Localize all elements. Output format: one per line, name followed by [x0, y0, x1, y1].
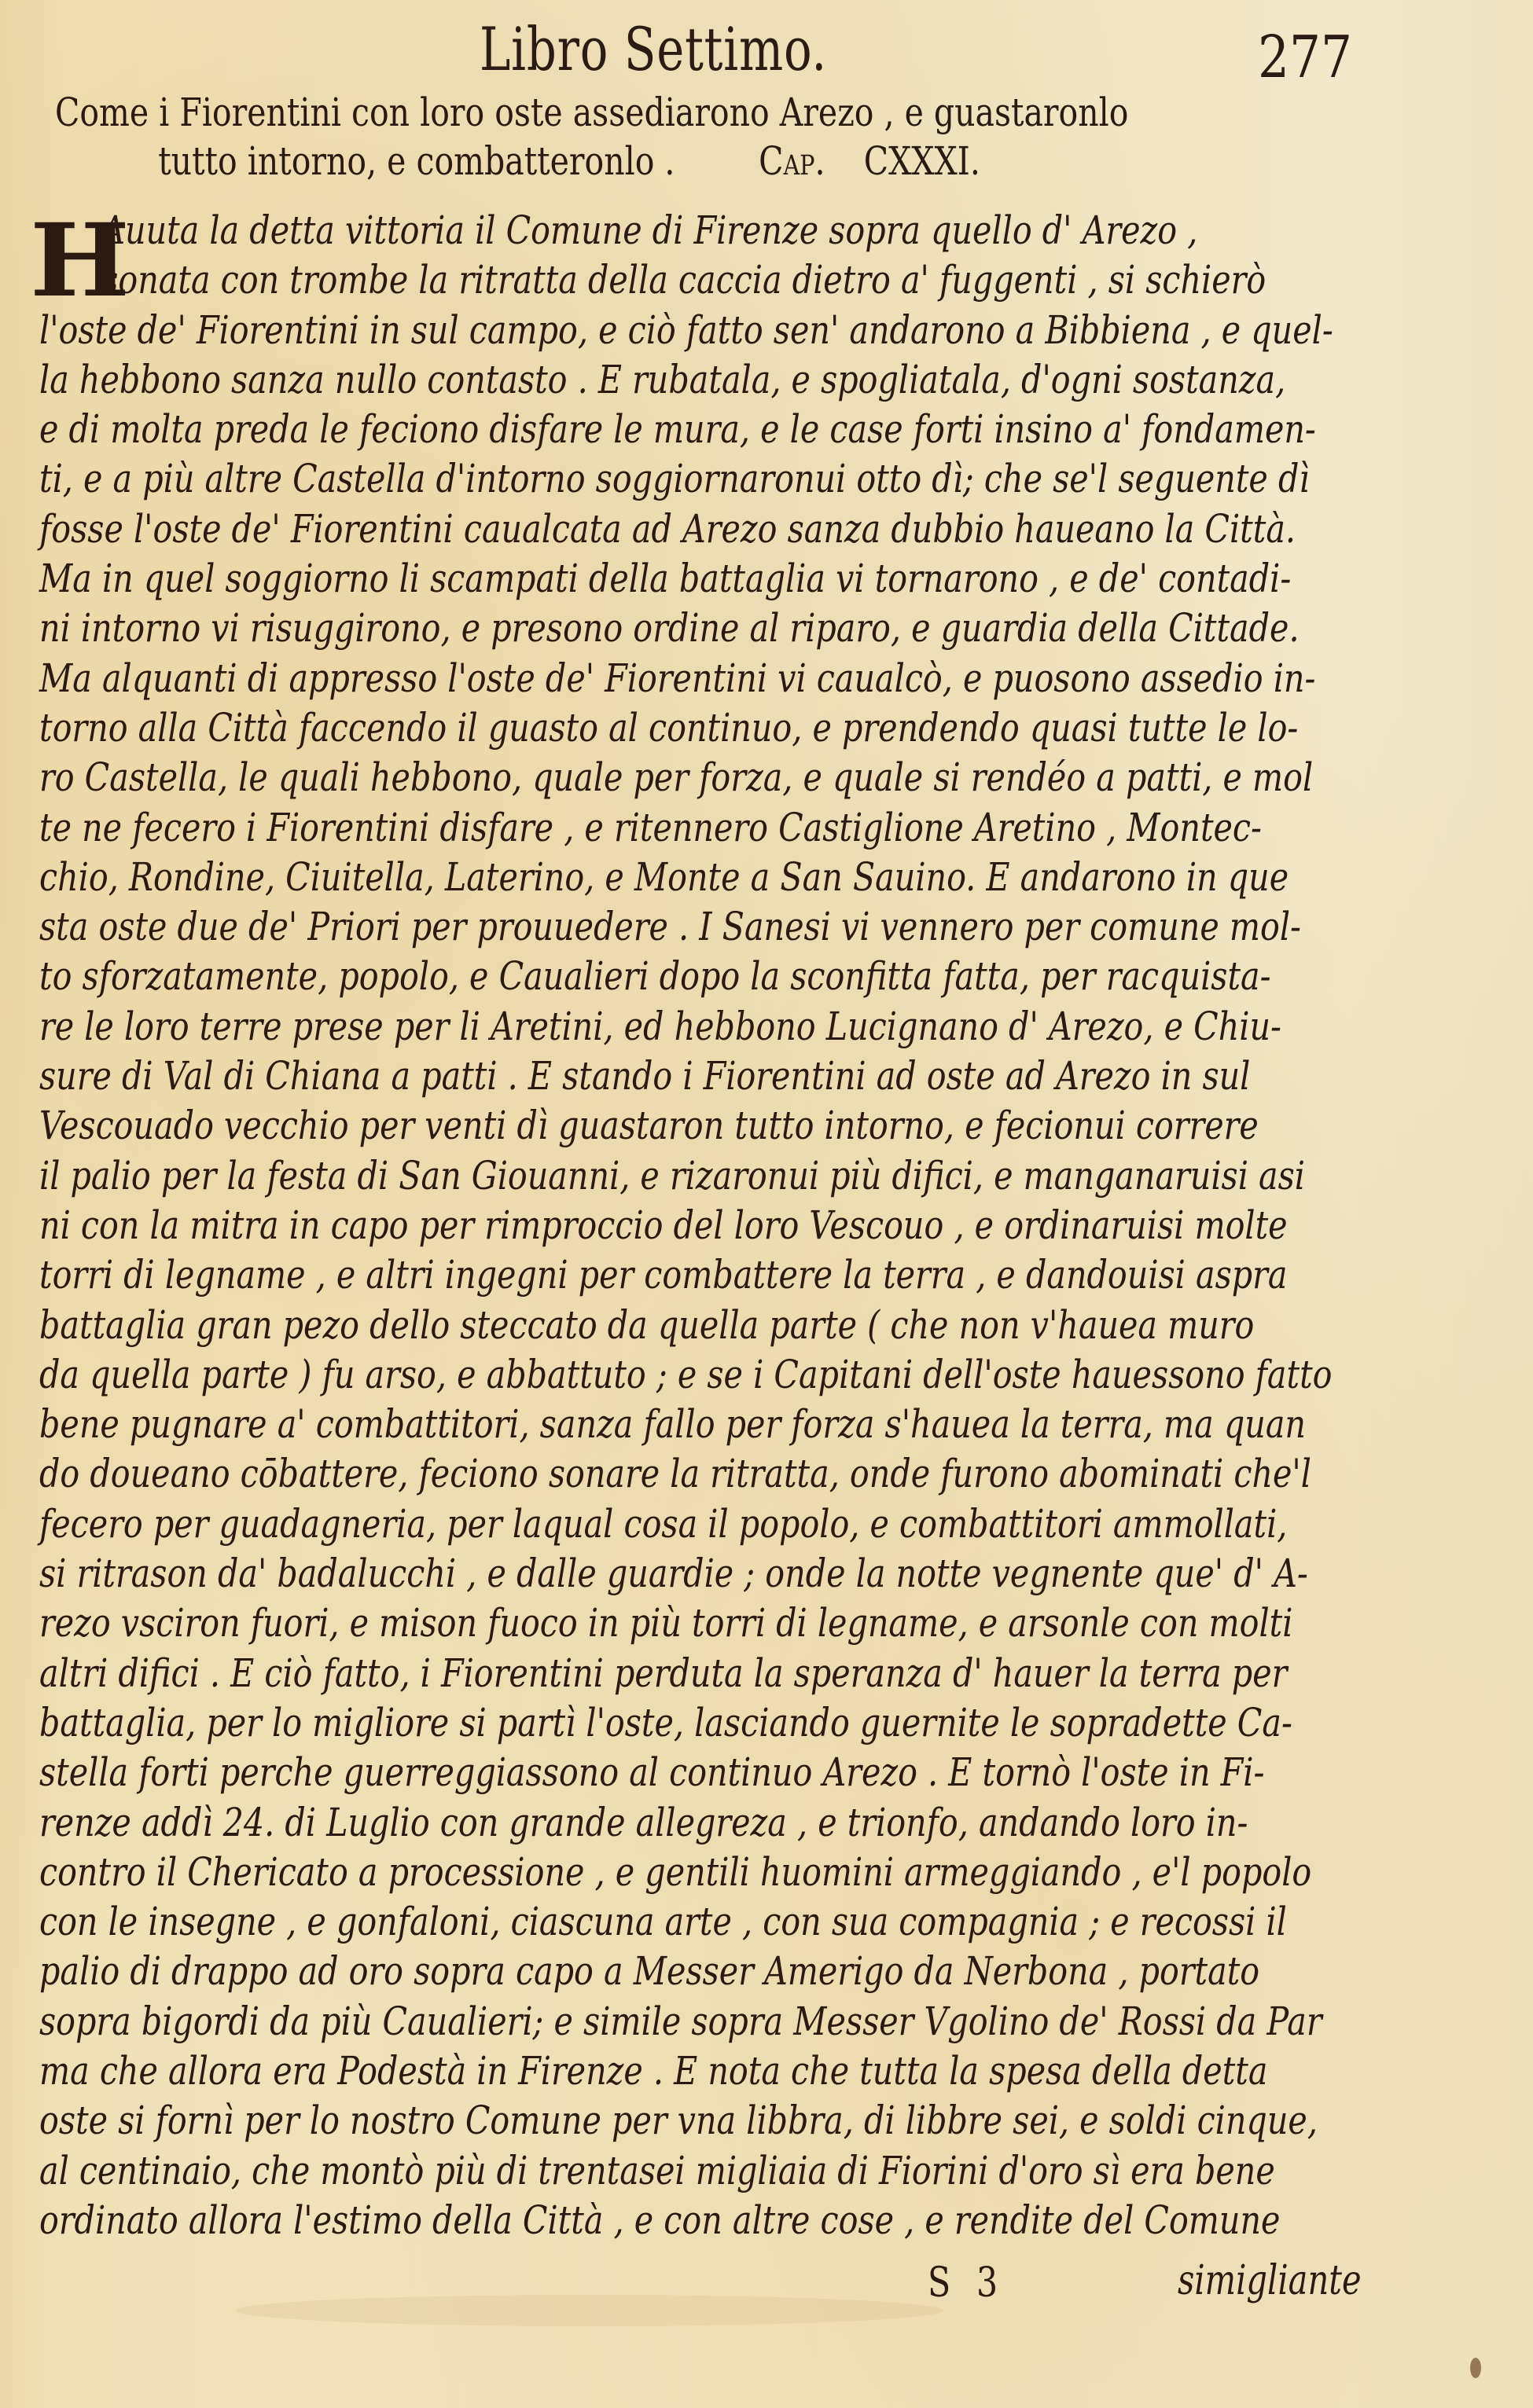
text-line: te ne fecero i Fiorentini disfare , e ritennero Castiglione Aretino , Montec-: [39, 804, 1262, 850]
signature-number: 3: [976, 2259, 998, 2307]
running-head: Libro Settimo.: [480, 14, 828, 84]
text-line: ordinato allora l'estimo della Città , e con altre cose , e rendite del Comune: [39, 2197, 1281, 2243]
text-line: fecero per guadagneria, per laqual cosa il popolo, e combattitori ammollati,: [39, 1500, 1288, 1547]
paper-stain: [236, 2295, 943, 2326]
chapter-title-text: tutto intorno, e combatteronlo .: [158, 138, 675, 184]
text-line: bene pugnare a' combattitori, sanza fallo per forza s'hauea la terra, ma quan: [39, 1401, 1306, 1448]
text-line: chio, Rondine, Ciuitella, Laterino, e Monte a San Sauino. E andarono in que: [39, 853, 1289, 900]
drop-cap-initial: H: [30, 202, 130, 320]
text-line: to sforzatamente, popolo, e Caualieri dopo la sconfitta fatta, per racquista-: [39, 953, 1271, 1000]
text-line: ro Castella, le quali hebbono, quale per forza, e quale si rendéo a patti, e mol: [39, 754, 1314, 801]
text-line: ma che allora era Podestà in Firenze . E nota che tutta la spesa della detta: [39, 2047, 1268, 2094]
text-line: sopra bigordi da più Caualieri; e simile sopra Messer Vgolino de' Rossi da Par: [39, 1998, 1322, 2044]
text-line: contro il Chericato a processione , e gentili huomini armeggiando , e'l popolo: [39, 1848, 1312, 1895]
text-line: ti, e a più altre Castella d'intorno soggiornaronui otto dì; che se'l seguente dì: [39, 456, 1310, 502]
chapter-label: Cap.: [759, 138, 825, 184]
chapter-title-line-1: Come i Fiorentini con loro oste assediarono Arezo , e guastaronlo: [55, 90, 1129, 135]
text-line: il palio per la festa di San Giouanni, e rizaronui più difici, e manganaruisi asi: [39, 1152, 1305, 1198]
text-line: e di molta preda le feciono disfare le mura, e le case forti insino a' fondamen-: [39, 406, 1316, 453]
body-text: [39, 206, 1369, 2245]
catchword: simigliante: [1178, 2257, 1362, 2304]
text-line: fosse l'oste de' Fiorentini caualcata ad Arezo sanza dubbio haueano la Città.: [39, 505, 1296, 552]
text-line: al centinaio, che montò più di trentasei migliaia di Fiorini d'oro sì era bene: [39, 2147, 1275, 2193]
text-line: renze addì 24. di Luglio con grande allegreza , e trionfo, andando loro in-: [39, 1799, 1248, 1845]
text-line: si ritrason da' badalucchi , e dalle guardie ; onde la notte vegnente que' d' A-: [39, 1551, 1308, 1597]
text-line: Ma in quel soggiorno li scampati della battaglia vi tornarono , e de' contadi-: [39, 556, 1292, 602]
chapter-title-line-2: [55, 137, 1112, 185]
paper-stain: [1470, 2358, 1481, 2378]
text-line: palio di drappo ad oro sopra capo a Messer Amerigo da Nerbona , portato: [39, 1948, 1260, 1995]
text-line: Vescouado vecchio per venti dì guastaron tutto intorno, e fecionui correre: [39, 1103, 1259, 1149]
text-line: ni intorno vi risuggirono, e presono ordine al riparo, e guardia della Cittade.: [39, 605, 1300, 652]
text-line: oste si fornì per lo nostro Comune per vna libbra, di libbre sei, e soldi cinque,: [39, 2098, 1318, 2144]
chapter-heading: [55, 88, 1129, 185]
text-line: re le loro terre prese per li Aretini, ed hebbono Lucignano d' Arezo, e Chiu-: [39, 1003, 1281, 1049]
text-line: l'oste de' Fiorentini in sul campo, e ciò fatto sen' andarono a Bibbiena , e quel-: [39, 307, 1333, 353]
text-line: battaglia, per lo migliore si partì l'oste, lasciando guernite le sopradette Ca-: [39, 1699, 1292, 1745]
signature-letter: S: [928, 2259, 951, 2307]
signature-mark: [928, 2259, 998, 2307]
page-number: 277: [1258, 24, 1353, 91]
text-line: con le insegne , e gonfaloni, ciascuna arte , con sua compagnia ; e recossi il: [39, 1899, 1287, 1945]
text-line: altri difici . E ciò fatto, i Fiorentini perduta la speranza d' hauer la terra per: [39, 1650, 1288, 1696]
text-line: Ma alquanti di appresso l'oste de' Fiorentini vi caualcò, e puosono assedio in-: [39, 655, 1316, 701]
text-line: rezo vsciron fuori, e mison fuoco in più torri di legname, e arsonle con molti: [39, 1600, 1293, 1646]
text-line: battaglia gran pezo dello steccato da quella parte ( che non v'hauea muro: [39, 1301, 1255, 1348]
text-line: Auuta la detta vittoria il Comune di Firenze sopra quello d' Arezo ,: [101, 207, 1198, 253]
chapter-number: CXXXI.: [863, 138, 980, 184]
text-line: do doueano cōbattere, feciono sonare la ritratta, onde furono abominati che'l: [39, 1451, 1311, 1497]
text-line: sta oste due de' Priori per prouuedere . I Sanesi vi vennero per comune mol-: [39, 904, 1301, 950]
text-line: ni con la mitra in capo per rimproccio del loro Vescouo , e ordinaruisi molte: [39, 1202, 1288, 1248]
text-line: stella forti perche guerreggiassono al continuo Arezo . E tornò l'oste in Fi-: [39, 1749, 1265, 1796]
text-line: torri di legname , e altri ingegni per combattere la terra , e dandouisi aspra: [39, 1252, 1288, 1298]
text-line: la hebbono sanza nullo contasto . E rubatala, e spogliatala, d'ogni sostanza,: [39, 356, 1286, 402]
text-line: sonata con trombe la ritratta della caccia dietro a' fuggenti , si schierò: [101, 257, 1266, 303]
text-line: torno alla Città faccendo il guasto al continuo, e prendendo quasi tutte le lo-: [39, 704, 1299, 751]
text-line: da quella parte ) fu arso, e abbattuto ; e se i Capitani dell'oste hauessono fatto: [39, 1351, 1333, 1397]
text-line: sure di Val di Chiana a patti . E stando i Fiorentini ad oste ad Arezo in sul: [39, 1053, 1251, 1099]
